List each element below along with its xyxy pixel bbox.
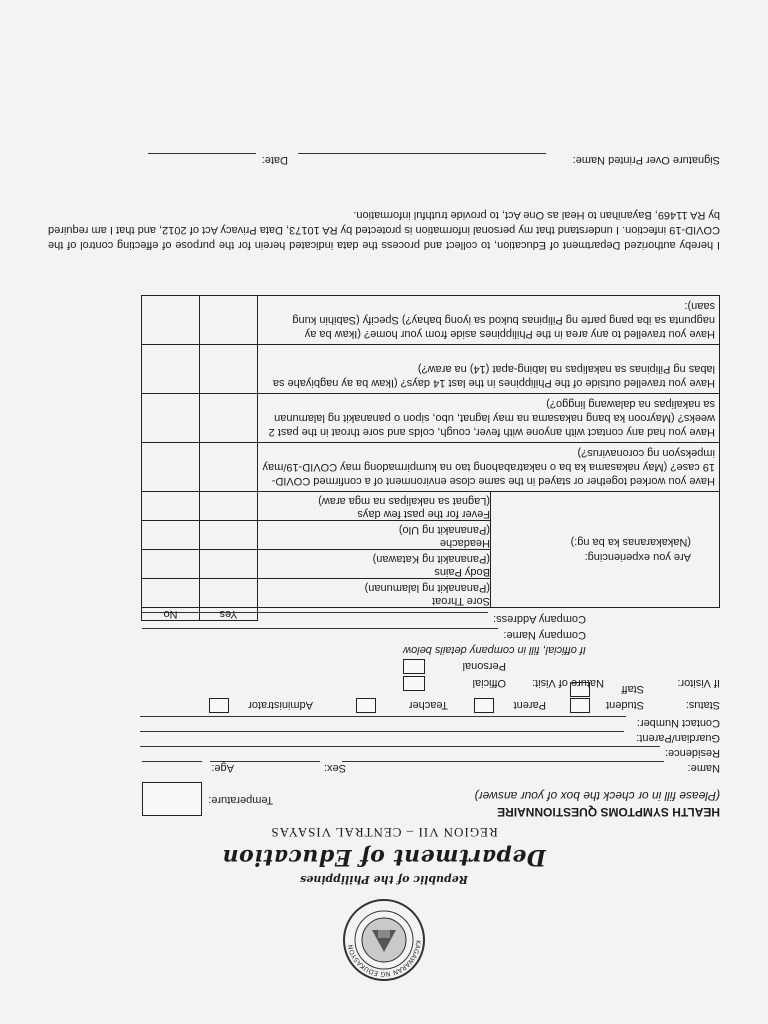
local-travel-yes-checkbox[interactable] — [200, 296, 258, 345]
status-administrator-checkbox[interactable] — [209, 698, 229, 713]
signature-label: Signature Over Printed Name: — [572, 154, 720, 166]
headache-yes-checkbox[interactable] — [200, 521, 258, 550]
name-label: Name: — [687, 762, 720, 774]
foreign-travel-yes-checkbox[interactable] — [200, 345, 258, 394]
experiencing-label-fil: (Nakakaranas ka ba ng:) — [570, 536, 691, 549]
sore-throat-no-checkbox[interactable] — [142, 579, 200, 608]
question-symptomatic-contact: Have you had any contact with anyone with fever, cough, colds and sore throat in the past 2 weeks? (Mayroon ka bang nakasama na may lagnat, ubo, sipon o pananakit ng lalamunan sa nakalipas na dalawang linggo?) — [258, 394, 720, 443]
contact-label: Contact Number: — [636, 717, 720, 729]
nature-of-visit-label: Nature of Visit: — [532, 677, 604, 689]
local-travel-no-checkbox[interactable] — [142, 296, 200, 345]
fever-yes-checkbox[interactable] — [200, 492, 258, 521]
guardian-label: Guardian/Parent: — [636, 732, 720, 744]
region-line: REGION VII – CENTRAL VISAYAS — [270, 825, 498, 840]
age-field[interactable] — [142, 761, 202, 762]
status-parent-checkbox[interactable] — [474, 698, 494, 713]
status-teacher-checkbox[interactable] — [356, 698, 376, 713]
date-field[interactable] — [148, 153, 256, 154]
sex-label: Sex: — [323, 762, 346, 774]
covid-contact-yes-checkbox[interactable] — [200, 443, 258, 492]
seal-text: KAGAWARAN NG EDUKASYON — [346, 939, 423, 979]
department-name: Department of Education — [222, 844, 546, 870]
nature-personal-label: Personal — [462, 660, 506, 672]
symptom-body-pains: Body Pains (Pananakit ng Katawan) — [258, 550, 491, 579]
form-title: HEALTH SYMPTOMS QUESTIONNAIRE — [497, 805, 720, 819]
question-covid-contact: Have you worked together or stayed in the same close environment of a confirmed COVID-19 case? (May nakasama ka ba o nakatrabahong tao na kumpirmadong may COVID-19/may impeksyon ng coronavirus?) — [258, 443, 720, 492]
yes-header: Yes — [200, 608, 258, 621]
question-foreign-travel: Have you travelled outside of the Philippines in the last 14 days? (Ikaw ba ay nagbiyahe sa labas ng Pilipinas sa nakalipas na labing-apat (14) na araw?) — [258, 345, 720, 394]
symptomatic-contact-no-checkbox[interactable] — [142, 394, 200, 443]
official-note: If official, fill in company details below — [403, 644, 586, 656]
table-header-row — [142, 608, 720, 621]
status-student-checkbox[interactable] — [570, 698, 590, 713]
temperature-box[interactable] — [142, 782, 202, 816]
deped-seal-icon — [336, 892, 432, 988]
status-administrator-label: Administrator — [248, 699, 313, 711]
symptom-headache: Headache (Pananakit ng Ulo) — [258, 521, 491, 550]
status-label: Status: — [685, 699, 720, 711]
status-staff-label: Staff — [621, 683, 644, 695]
form-instruction: (Please fill in or check the box of your answer) — [474, 789, 720, 803]
table-row — [142, 296, 720, 345]
sore-throat-yes-checkbox[interactable] — [200, 579, 258, 608]
table-row — [142, 394, 720, 443]
company-name-label: Company Name: — [503, 629, 586, 641]
status-parent-label: Parent — [513, 699, 546, 711]
nature-personal-checkbox[interactable] — [403, 659, 425, 674]
visitor-label: If Visitor: — [677, 677, 720, 689]
residence-label: Residence: — [664, 747, 720, 759]
experiencing-cell — [491, 492, 720, 608]
covid-contact-no-checkbox[interactable] — [142, 443, 200, 492]
fever-no-checkbox[interactable] — [142, 492, 200, 521]
company-name-field[interactable] — [142, 628, 498, 629]
symptomatic-contact-yes-checkbox[interactable] — [200, 394, 258, 443]
nature-official-checkbox[interactable] — [403, 676, 425, 691]
experiencing-label-en: Are you experiencing: — [584, 551, 691, 564]
table-row — [142, 579, 720, 608]
guardian-field[interactable] — [140, 731, 624, 732]
table-row — [142, 345, 720, 394]
status-student-label: Student — [606, 699, 644, 711]
residence-field[interactable] — [140, 746, 660, 747]
body-pains-no-checkbox[interactable] — [142, 550, 200, 579]
name-field[interactable] — [342, 761, 664, 762]
company-address-label: Company Address: — [493, 613, 586, 625]
temperature-label: Temperature: — [208, 794, 273, 806]
foreign-travel-no-checkbox[interactable] — [142, 345, 200, 394]
question-local-travel: Have you travelled to any area in the Philippines aside from your home? (Ikaw ba ay nagpunta sa iba pang parte ng Pilipinas bukod sa iyong bahay?) Specify (Sabihin kung saan): — [258, 296, 720, 345]
date-label: Date: — [261, 154, 288, 166]
contact-field[interactable] — [140, 716, 626, 717]
symptom-sore-throat: Sore Throat (Pananakit ng lalamunan) — [258, 579, 491, 608]
symptoms-table — [141, 295, 720, 621]
table-row — [142, 443, 720, 492]
consent-statement: I hereby authorized Department of Education, to collect and process the data indicated herein for the purpose of effecting control of the COVID-19 infection. I understand that my personal information is protected by RA 10173, Data Privacy Act of 2012, and that I am required by RA 11469, Bayanihan to Heal as One Act, to provide truthful information. — [48, 209, 720, 251]
body-pains-yes-checkbox[interactable] — [200, 550, 258, 579]
status-teacher-label: Teacher — [408, 699, 448, 711]
no-header: No — [142, 608, 200, 621]
republic-line: Republic of the Philippines — [300, 873, 468, 886]
nature-official-label: Official — [472, 677, 506, 689]
age-label: Age: — [211, 762, 234, 774]
headache-no-checkbox[interactable] — [142, 521, 200, 550]
signature-field[interactable] — [298, 153, 546, 154]
symptom-fever: Fever for the past few days (Lagnat sa nakalipas na mga araw) — [258, 492, 491, 521]
